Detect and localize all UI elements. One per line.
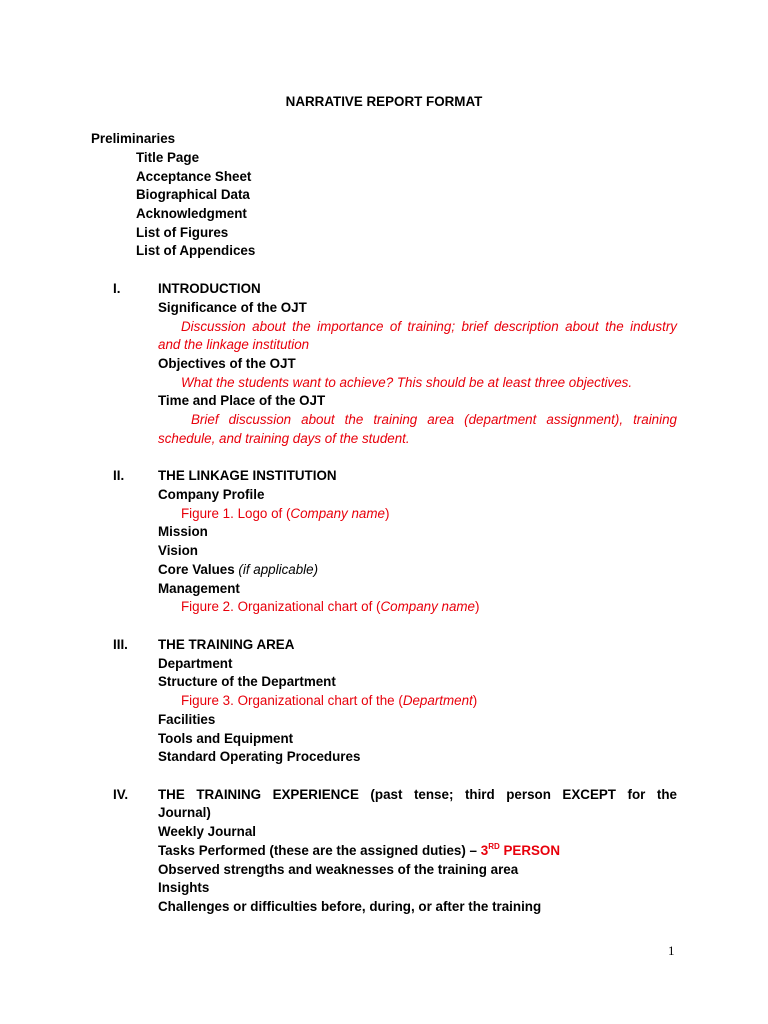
prelim-item-title-page: Title Page bbox=[136, 150, 200, 165]
time-place-description-line1: Brief discussion about the training area (department assignment), training bbox=[191, 412, 677, 427]
subheading-tools: Tools and Equipment bbox=[158, 731, 294, 746]
section-title-training-experience-line2: Journal) bbox=[158, 805, 211, 820]
time-place-description-line2: schedule, and training days of the student. bbox=[158, 431, 410, 446]
subheading-observed-strengths: Observed strengths and weaknesses of the training area bbox=[158, 862, 519, 877]
figure-2-caption: Figure 2. Organizational chart of (Company name) bbox=[181, 599, 480, 614]
subheading-facilities: Facilities bbox=[158, 712, 216, 727]
section-number: II. bbox=[113, 468, 125, 483]
subheading-company-profile: Company Profile bbox=[158, 487, 265, 502]
subheading-mission: Mission bbox=[158, 524, 208, 539]
preliminaries-heading: Preliminaries bbox=[91, 131, 176, 146]
subheading-weekly-journal: Weekly Journal bbox=[158, 824, 256, 839]
subheading-significance: Significance of the OJT bbox=[158, 300, 307, 315]
prelim-item-acceptance-sheet: Acceptance Sheet bbox=[136, 169, 252, 184]
subheading-sop: Standard Operating Procedures bbox=[158, 749, 361, 764]
objectives-description: What the students want to achieve? This should be at least three objectives. bbox=[181, 375, 633, 390]
page-number: 1 bbox=[668, 943, 675, 958]
section-title-introduction: INTRODUCTION bbox=[158, 281, 261, 296]
significance-description-line2: and the linkage institution bbox=[158, 337, 310, 352]
figure-3-caption: Figure 3. Organizational chart of the (Department) bbox=[181, 693, 478, 708]
subheading-objectives: Objectives of the OJT bbox=[158, 356, 296, 371]
subheading-time-place: Time and Place of the OJT bbox=[158, 393, 326, 408]
figure-1-caption: Figure 1. Logo of (Company name) bbox=[181, 506, 390, 521]
prelim-item-list-of-appendices: List of Appendices bbox=[136, 243, 256, 258]
section-number: I. bbox=[113, 281, 121, 296]
subheading-structure: Structure of the Department bbox=[158, 674, 336, 689]
subheading-insights: Insights bbox=[158, 880, 210, 895]
subheading-vision: Vision bbox=[158, 543, 198, 558]
section-title-training-experience-line1: THE TRAINING EXPERIENCE (past tense; third person EXCEPT for the bbox=[158, 787, 677, 802]
section-number: IV. bbox=[113, 787, 129, 802]
subheading-core-values: Core Values (if applicable) bbox=[158, 562, 319, 577]
subheading-management: Management bbox=[158, 581, 240, 596]
section-title-linkage-institution: THE LINKAGE INSTITUTION bbox=[158, 468, 337, 483]
section-number: III. bbox=[113, 637, 128, 652]
section-title-training-area: THE TRAINING AREA bbox=[158, 637, 295, 652]
prelim-item-biographical-data: Biographical Data bbox=[136, 187, 250, 202]
significance-description-line1: Discussion about the importance of training; brief description about the industry bbox=[181, 319, 677, 334]
subheading-tasks-performed: Tasks Performed (these are the assigned duties) – 3RD PERSON bbox=[158, 842, 561, 858]
prelim-item-list-of-figures: List of Figures bbox=[136, 225, 229, 240]
prelim-item-acknowledgment: Acknowledgment bbox=[136, 206, 247, 221]
subheading-challenges: Challenges or difficulties before, during, or after the training bbox=[158, 899, 542, 914]
page-title: NARRATIVE REPORT FORMAT bbox=[285, 94, 483, 109]
subheading-department: Department bbox=[158, 656, 233, 671]
